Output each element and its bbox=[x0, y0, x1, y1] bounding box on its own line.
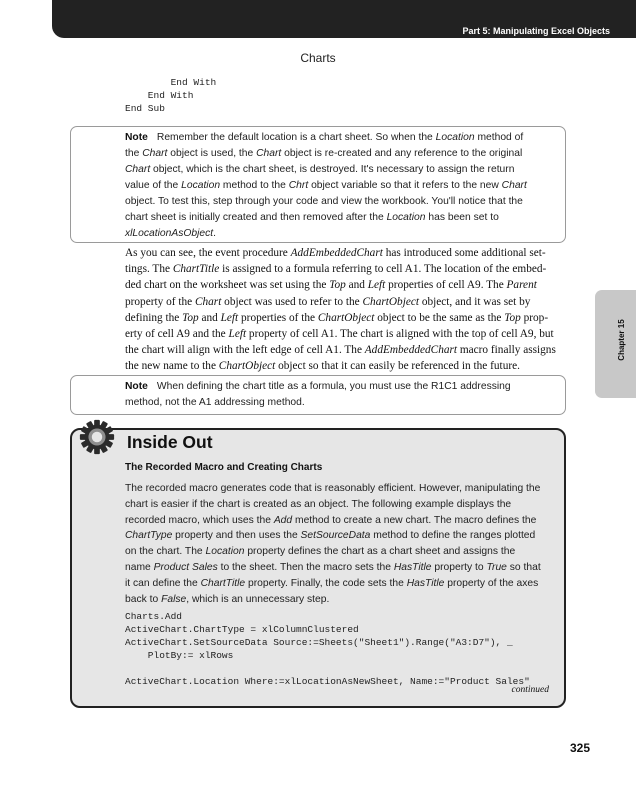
code-line: End Sub bbox=[125, 103, 165, 114]
note-line: value of the Location method to the Chrt object variable so that it refers to the new Chart bbox=[125, 180, 527, 191]
inside-out-title: Inside Out bbox=[127, 432, 213, 452]
io-line: chart is easier if the chart is created as an object. The following example displays the bbox=[125, 498, 512, 510]
inside-out-subtitle: The Recorded Macro and Creating Charts bbox=[125, 462, 323, 473]
note-line: xlLocationAsObject. bbox=[125, 228, 217, 239]
note-line: Chart object, which is the chart sheet, is destroyed. It's necessary to assign the return bbox=[125, 164, 515, 175]
running-head: Charts bbox=[300, 51, 336, 65]
body-line: the new name to the ChartObject object so that it can easily be referenced in the future. bbox=[125, 360, 520, 373]
io-line: name Product Sales to the sheet. Then the macro sets the HasTitle property to True so that bbox=[125, 561, 541, 573]
note-line: Note Remember the default location is a chart sheet. So when the Location method of bbox=[125, 132, 524, 143]
body-paragraph bbox=[125, 245, 565, 375]
continued-label: continued bbox=[511, 685, 549, 695]
section-header: Part 5: Manipulating Excel Objects bbox=[462, 26, 610, 36]
note-label: Note bbox=[125, 132, 148, 143]
body-line: As you can see, the event procedure AddEmbeddedChart has introduced some additional set- bbox=[125, 247, 546, 259]
note-line: object. To test this, step through your code and view the workbook. You'll notice that the bbox=[125, 196, 523, 207]
io-line: back to False, which is an unnecessary step. bbox=[125, 593, 330, 605]
body-line: defining the Top and Left properties of the ChartObject object to be the same as the Top prop- bbox=[125, 311, 549, 324]
body-line: ded chart on the worksheet was set using the Top and Left properties of cell A9. The Parent bbox=[125, 279, 537, 292]
io-line: The recorded macro generates code that is reasonably efficient. However, manipulating the bbox=[125, 483, 541, 494]
code-line: End With bbox=[125, 90, 194, 101]
note-line: Note When defining the chart title as a formula, you must use the R1C1 addressing bbox=[125, 381, 511, 392]
inside-out-body bbox=[125, 481, 555, 607]
code-line: ActiveChart.ChartType = xlColumnClustered bbox=[125, 624, 359, 635]
note-text bbox=[125, 130, 561, 242]
code-line: ActiveChart.SetSourceData Source:=Sheets("Sheet1").Range("A3:D7"), _ bbox=[125, 637, 513, 648]
note-line: method, not the A1 addressing method. bbox=[125, 397, 305, 408]
gear-icon bbox=[78, 418, 116, 456]
code-line: ActiveChart.Location Where:=xlLocationAsNewSheet, Name:="Product Sales" bbox=[125, 676, 530, 687]
note-line: chart sheet is initially created and then removed after the Location has been set to bbox=[125, 212, 499, 223]
note-line: the Chart object is used, the Chart object is re-created and any reference to the original bbox=[125, 148, 523, 159]
io-line: on the chart. The Location property defines the chart as a chart sheet and assigns the bbox=[125, 546, 516, 558]
note-label: Note bbox=[125, 381, 148, 392]
body-line: the chart will align with the left edge of cell A1. The AddEmbeddedChart macro finally assigns bbox=[125, 344, 556, 357]
code-line: PlotBy:= xlRows bbox=[125, 650, 234, 661]
page-number: 325 bbox=[569, 741, 590, 755]
code-line: End With bbox=[125, 77, 217, 88]
io-line: recorded macro, which uses the Add method to create a new chart. The macro defines the bbox=[125, 514, 537, 526]
code-top bbox=[125, 76, 216, 115]
inside-out-code bbox=[125, 610, 530, 688]
header-bar bbox=[52, 0, 636, 38]
body-line: tings. The ChartTitle is assigned to a formula referring to cell A1. The location of the embed- bbox=[125, 263, 547, 276]
body-line: property of the Chart object was used to refer to the ChartObject object, and it was set by bbox=[125, 295, 531, 308]
code-line: Charts.Add bbox=[125, 611, 183, 622]
chapter-label: Chapter 15 bbox=[617, 319, 626, 361]
body-line: erty of cell A9 and the Left property of cell A1. The chart is aligned with the top of cell A9, but bbox=[125, 328, 554, 341]
io-line: it can define the ChartTitle property. Finally, the code sets the HasTitle property of the axes bbox=[125, 577, 539, 589]
io-line: ChartType property and then uses the SetSourceData method to define the ranges plotted bbox=[125, 530, 536, 542]
note-text-2 bbox=[125, 379, 561, 411]
chapter-tab bbox=[595, 290, 636, 398]
